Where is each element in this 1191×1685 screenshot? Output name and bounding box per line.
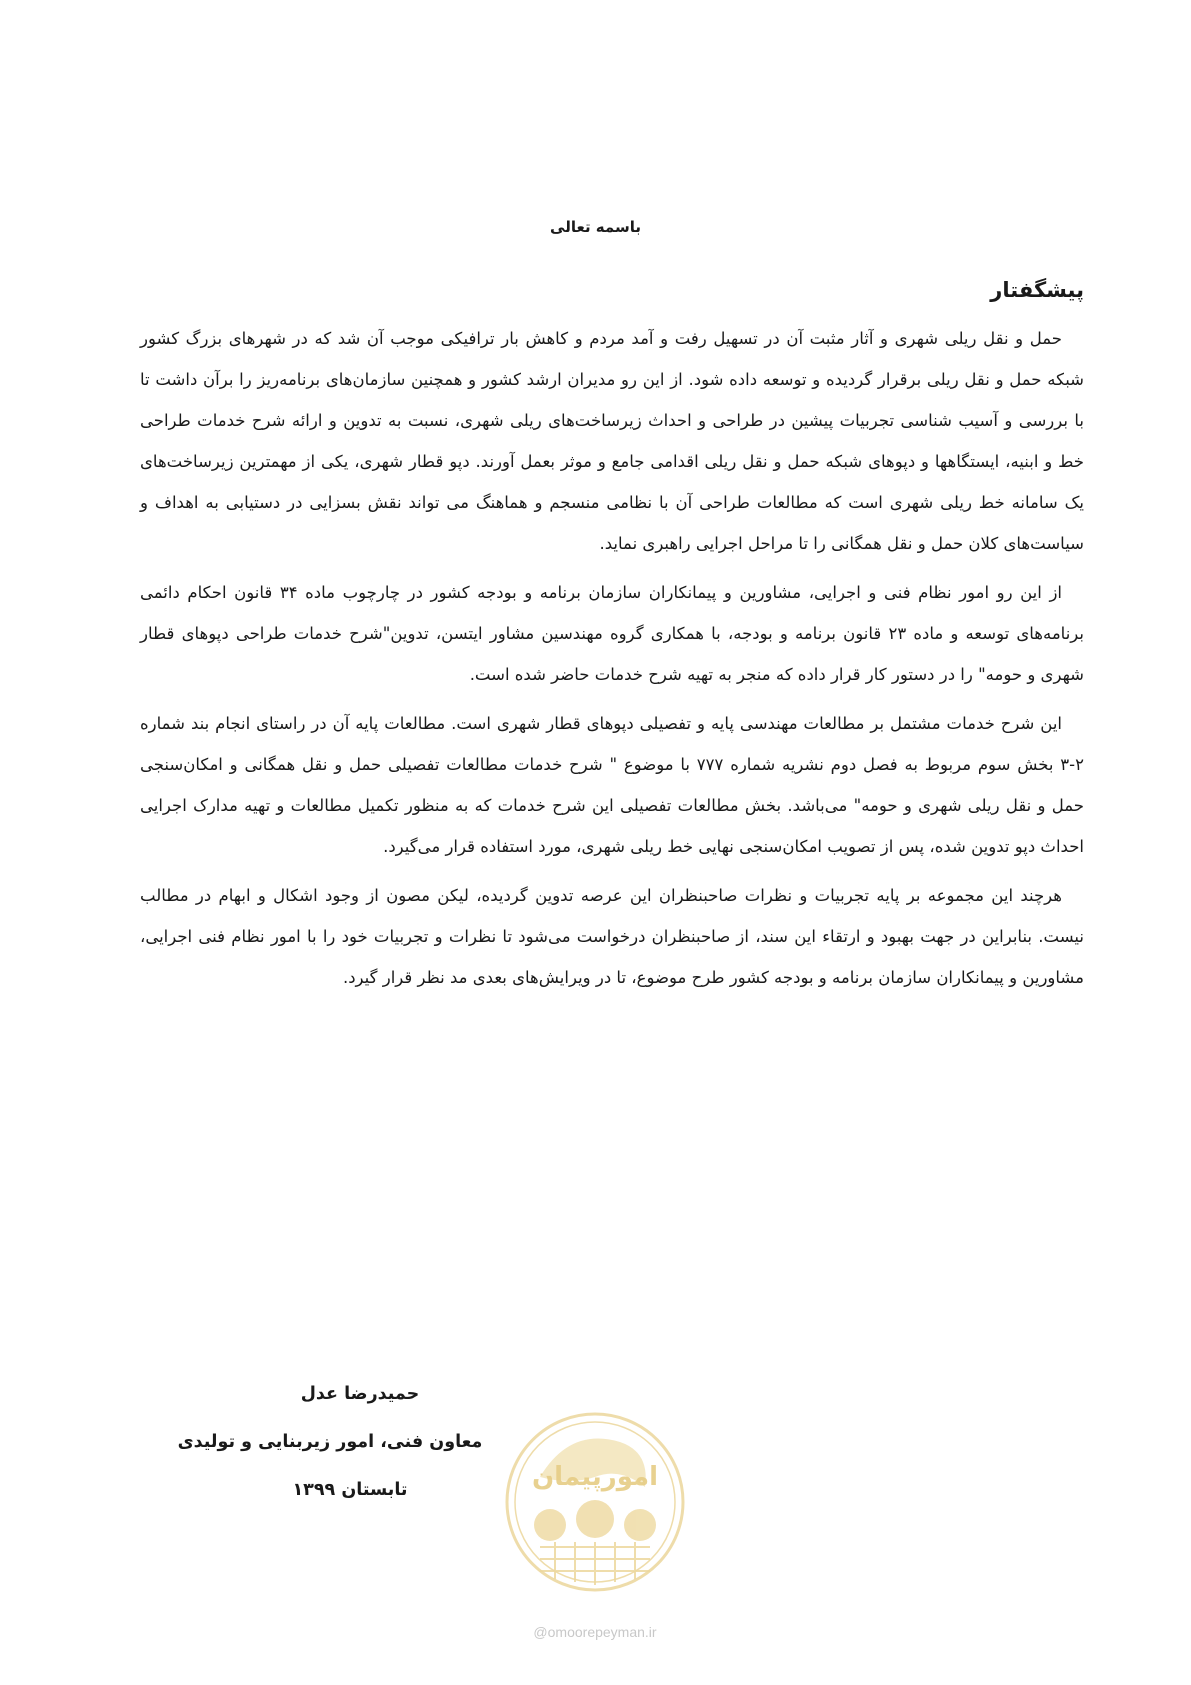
- paragraph: از این رو امور نظام فنی و اجرایی، مشاورین و پیمانکاران سازمان برنامه و بودجه کشور در چارچوب ماده ۳۴ قانون احکام دائمی برنامه‌های توسعه و ماده ۲۳ قانون برنامه و بودجه، با همکاری گروه مهندسین مشاور ایتسن، تدوین"شرح خدمات طراحی دپوهای قطار شهری و حومه" را در دستور کار قرار داده که منجر به تهیه شرح خدمات حاضر شده است.: [140, 583, 1084, 684]
- signatory-role: معاون فنی، امور زیربنایی و تولیدی: [177, 1432, 483, 1452]
- watermark-url: @omoorepeyman.ir: [533, 1624, 657, 1640]
- body-text: [140, 318, 1084, 1006]
- paragraph: هرچند این مجموعه بر پایه تجربیات و نظرات صاحبنظران این عرصه تدوین گردیده، لیکن مصون از وجود اشکال و ابهام در مطالب نیست. بنابراین در جهت بهبود و ارتقاء این سند، از صاحبنظران درخواست می‌شود تا نظرات و تجربیات خود را با امور نظام فنی اجرایی، مشاورین و پیمانکاران سازمان برنامه و بودجه کشور طرح موضوع، تا در ویرایش‌های بعدی مد نظر قرار گیرد.: [140, 886, 1084, 987]
- paragraph: حمل و نقل ریلی شهری و آثار مثبت آن در تسهیل رفت و آمد مردم و کاهش بار ترافیکی موجب آن شد که در شهرهای بزرگ کشور شبکه حمل و نقل ریلی برقرار گردیده و توسعه داده شود. از این رو مدیران ارشد کشور و همچنین سازمان‌های برنامه‌ریز را برآن داشت تا با بررسی و آسیب شناسی تجربیات پیشین در طراحی و احداث زیرساخت‌های ریلی شهری، نسبت به تدوین و ارائه شرح خدمات طراحی خط و ابنیه، ایستگاهها و دپوهای شبکه حمل و نقل ریلی اقدامی جامع و موثر بعمل آورند. دپو قطار شهری، یکی از مهمترین زیرساخت‌های یک سامانه خط ریلی شهری است که مطالعات طراحی آن با نظامی منسجم و هماهنگ می تواند نقش بسزایی در دستیابی به اهداف و سیاست‌های کلان حمل و نقل همگانی را تا مراحل اجرایی راهبری نماید.: [140, 329, 1084, 553]
- page-title: پیشگفتار: [990, 278, 1084, 302]
- paragraph: این شرح خدمات مشتمل بر مطالعات مهندسی پایه و تفصیلی دپوهای قطار شهری است. مطالعات پایه آن در راستای انجام بند شماره ۲-۳ بخش سوم مربوط به فصل دوم نشریه شماره ۷۷۷ با موضوع " شرح خدمات مطالعات تفصیلی حمل و نقل همگانی و امکان‌سنجی حمل و نقل ریلی شهری و حومه" می‌باشد. بخش مطالعات تفصیلی این شرح خدمات که به منظور تکمیل مطالعات و تهیه مدارک اجرایی احداث دپو تدوین شده، پس از تصویب امکان‌سنجی نهایی خط ریلی شهری، مورد استفاده قرار می‌گیرد.: [140, 714, 1084, 856]
- watermark-logo-text: امورپیمان: [531, 1462, 659, 1492]
- watermark-seal-logo: [500, 1407, 690, 1597]
- signatory-name: حمیدرضا عدل: [300, 1384, 420, 1404]
- signature-date: تابستان ۱۳۹۹: [292, 1480, 408, 1500]
- invocation-heading: باسمه تعالی: [550, 218, 641, 236]
